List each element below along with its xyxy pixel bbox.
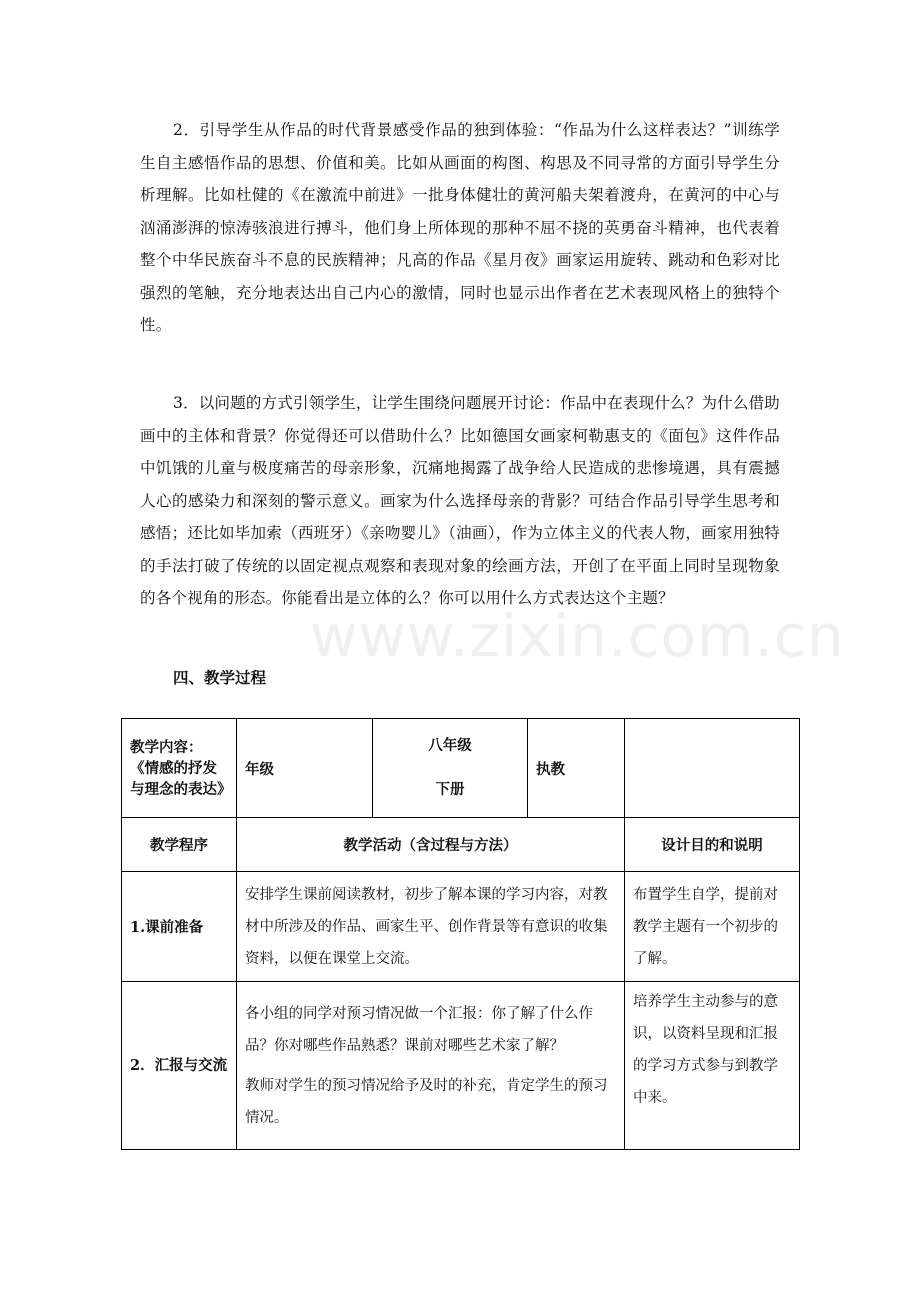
activity-cell (237, 872, 625, 982)
table-row (122, 982, 800, 1150)
paragraph-3: 3．以问题的方式引领学生，让学生围绕问题展开讨论：作品中在表现什么？为什么借助画中的主体和背景？你觉得还可以借助什么？比如德国女画家柯勒惠支的《面包》这件作品中饥饿的儿童与极度痛苦的母亲形象，沉痛地揭露了战争给人民造成的悲惨境遇，具有震撼人心的感染力和深刻的警示意义。画家为什么选择母亲的背影？可结合作品引导学生思考和感悟；还比如毕加索（西班牙）《亲吻婴儿》（油画），作为立体主义的代表人物，画家用独特的手法打破了传统的以固定视点观察和表现对象的绘画方法，开创了在平面上同时呈现物象的各个视角的形态。你能看出是立体的么？你可以用什么方式表达这个主题？ (140, 394, 780, 607)
table-info-row (122, 719, 800, 818)
table-row (122, 872, 800, 982)
teacher-label: 执教 (528, 719, 625, 818)
activity-text: 教师对学生的预习情况给予及时的补充，肯定学生的预习情况。 (245, 1077, 608, 1126)
purpose-cell: 布置学生自学，提前对教学主题有一个初步的了解。 (625, 872, 800, 982)
watermark: www.zixin.com.cn (310, 602, 845, 670)
header-activity: 教学活动（含过程与方法） (237, 818, 625, 872)
teacher-value (625, 719, 800, 818)
activity-text: 安排学生课前阅读教材，初步了解本课的学习内容，对教材中所涉及的作品、画家生平、创作背景等有意识的收集资料，以便在课堂上交流。 (245, 886, 608, 967)
table-header-row (122, 818, 800, 872)
lesson-cell (122, 719, 237, 818)
teaching-process-table (121, 718, 800, 1150)
activity-cell (237, 982, 625, 1150)
step-cell: 2．汇报与交流 (122, 982, 237, 1150)
grade-value-cell (373, 719, 528, 818)
header-purpose: 设计目的和说明 (625, 818, 800, 872)
step-cell: 1.课前准备 (122, 872, 237, 982)
grade-value-1: 八年级 (428, 737, 472, 754)
lesson-title: 《情感的抒发与理念的表达》 (130, 759, 232, 798)
lesson-label: 教学内容： (130, 738, 203, 756)
header-step: 教学程序 (122, 818, 237, 872)
section-heading: 四、教学过程 (173, 668, 267, 687)
activity-text: 各小组的同学对预习情况做一个汇报：你了解了什么作品？你对哪些作品熟悉？课前对哪些艺术家了解？ (245, 1005, 593, 1054)
grade-value-2: 下册 (435, 781, 465, 798)
purpose-cell: 培养学生主动参与的意识，以资料呈现和汇报的学习方式参与到教学中来。 (625, 982, 800, 1150)
grade-label: 年级 (237, 719, 373, 818)
paragraph-2: 2．引导学生从作品的时代背景感受作品的独到体验：“作品为什么这样表达？”训练学生自主感悟作品的思想、价值和美。比如从画面的构图、构思及不同寻常的方面引导学生分析理解。比如杜健的《在激流中前进》一批身体健壮的黄河船夫架着渡舟，在黄河的中心与汹涌澎湃的惊涛骇浪进行搏斗，他们身上所体现的那种不屈不挠的英勇奋斗精神，也代表着整个中华民族奋斗不息的民族精神；凡高的作品《星月夜》画家运用旋转、跳动和色彩对比强烈的笔触，充分地表达出自己内心的激情，同时也显示出作者在艺术表现风格上的独特个性。 (140, 121, 780, 334)
